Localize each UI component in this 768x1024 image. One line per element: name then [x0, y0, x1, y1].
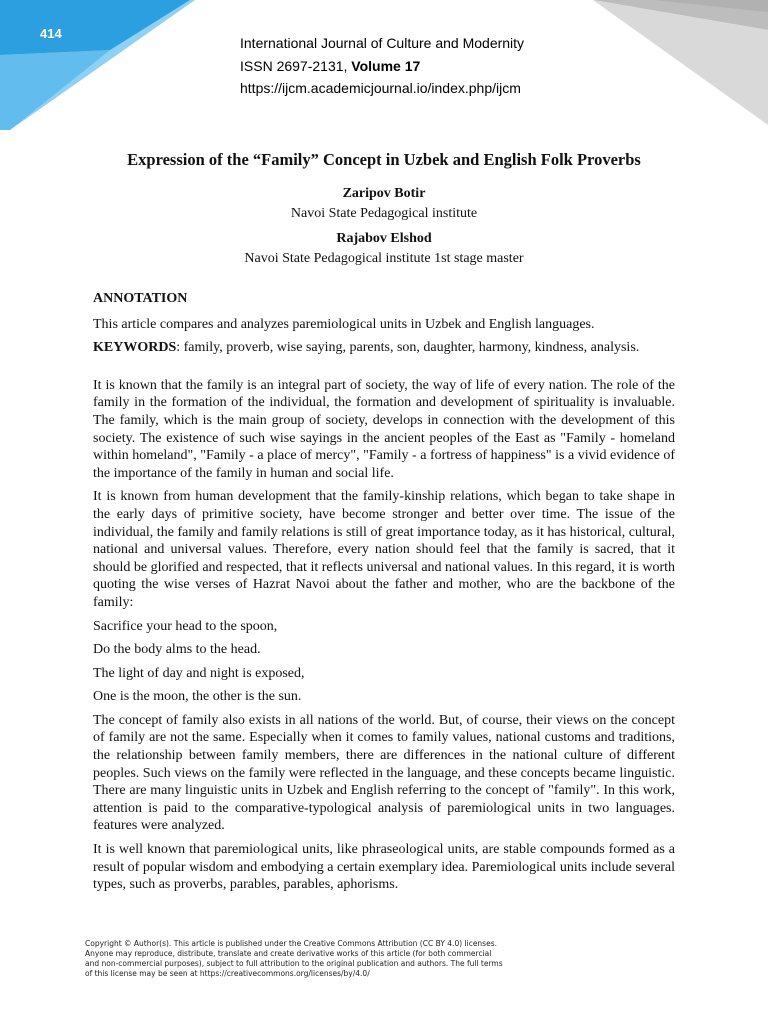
copyright-line: of this license may be seen at https://creativecommons.org/licenses/by/4.0/	[85, 969, 370, 978]
journal-name: International Journal of Culture and Modernity	[240, 35, 525, 51]
keywords	[93, 339, 675, 357]
keywords-text: : family, proverb, wise saying, parents, son, daughter, harmony, kindness, analysis.	[176, 340, 640, 356]
corner-decoration-right	[593, 0, 768, 125]
author-affiliation: Navoi State Pedagogical institute	[290, 206, 478, 221]
copyright-notice	[85, 939, 605, 979]
author-affiliation: Navoi State Pedagogical institute 1st stage master	[244, 251, 524, 266]
body-paragraph: It is known from human development that the family-kinship relations, which began to take shape in the early days of primitive society, have become stronger and better over time. The issue of the individual, the family and family relations is still of great importance today, as it has historical, cultural, national and universal values. Therefore, every nation should feel that the family is sacred, that it should be glorified and respected, that it reflects universal and national values. In this regard, it is worth quoting the wise verses of Hazrat Navoi about the father and mother, who are the backbone of the family:	[93, 489, 675, 610]
body-paragraph: It is known that the family is an integral part of society, the way of life of every nation. The role of the family in the formation of the individual, the formation and development of spirituality is invaluable. The family, which is the main group of society, develops in connection with the development of this society. The existence of such wise sayings in the ancient peoples of the East as "Family - homeland within homeland", "Family - a place of mercy", "Family - a fortress of happiness" is a vivid evidence of the importance of the family in human and social life.	[93, 377, 675, 481]
body-paragraph: The concept of family also exists in all nations of the world. But, of course, their views on the concept of family are not the same. Especially when it comes to family values, national customs and traditions, the relationship between family members, there are differences in the national culture of different peoples. Such views on the family were reflected in the language, and these concepts became linguistic. There are many linguistic units in Uzbek and English referring to the concept of "family". In this work, attention is paid to the comparative-typological analysis of paremiological units in two languages. features were analyzed.	[93, 712, 675, 834]
verse-line: Do the body alms to the head.	[93, 642, 261, 658]
copyright-line: Anyone may reproduce, distribute, translate and create derivative works of this article (for both commercial	[85, 949, 492, 958]
keywords-label: KEYWORDS	[93, 340, 177, 356]
copyright-line: Copyright © Author(s). This article is published under the Creative Commons Attribution (CC BY 4.0) licenses.	[85, 939, 497, 948]
verse-line: One is the moon, the other is the sun.	[93, 689, 302, 705]
author-block	[0, 184, 768, 269]
page-number: 414	[40, 26, 62, 41]
article-title: Expression of the “Family” Concept in Uzbek and English Folk Proverbs	[127, 150, 641, 169]
article-body	[93, 290, 675, 900]
copyright-line: and non-commercial purposes), subject to full attribution to the original publication and authors. The full terms	[85, 959, 503, 968]
author-name: Zaripov Botir	[342, 186, 426, 201]
journal-header	[240, 32, 524, 100]
annotation-heading: ANNOTATION	[93, 291, 188, 306]
corner-decoration-left	[0, 0, 195, 130]
author-name: Rajabov Elshod	[336, 231, 432, 246]
body-paragraph: It is well known that paremiological units, like phraseological units, are stable compounds formed as a result of popular wisdom and embodying a certain exemplary idea. Paremiological units include several types, such as proverbs, parables, parables, aphorisms.	[93, 842, 675, 893]
issn-line	[240, 55, 524, 78]
journal-url[interactable]: https://ijcm.academicjournal.io/index.php/ijcm	[240, 80, 521, 96]
verse-line: The light of day and night is exposed,	[93, 665, 305, 681]
volume: Volume 17	[351, 57, 421, 74]
verse-line: Sacrifice your head to the spoon,	[93, 618, 278, 634]
annotation-text: This article compares and analyzes paremiological units in Uzbek and English languages.	[93, 316, 595, 332]
issn: ISSN 2697-2131,	[240, 57, 352, 74]
